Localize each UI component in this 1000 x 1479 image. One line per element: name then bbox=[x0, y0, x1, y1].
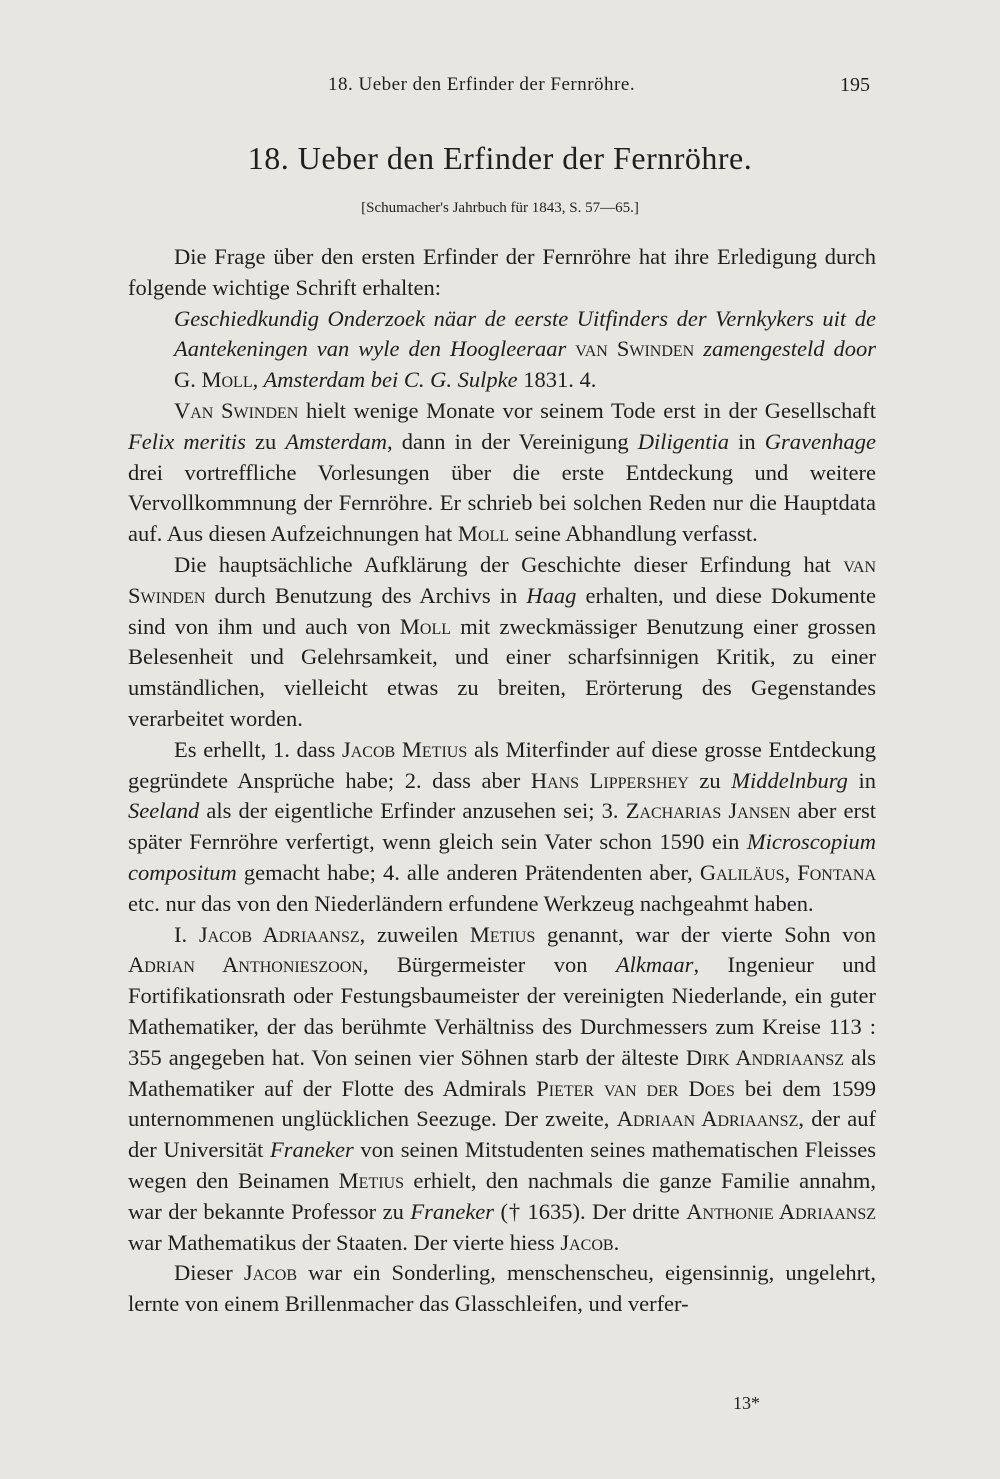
article-title: 18. Ueber den Erfinder der Fernröhre. bbox=[247, 140, 753, 176]
person-name: Metius bbox=[338, 1167, 405, 1193]
society-name: Diligentia bbox=[637, 428, 730, 454]
paragraph-4 bbox=[128, 550, 876, 735]
person-name: Dirk Andriaansz bbox=[685, 1044, 845, 1070]
paragraph-1: Die Frage über den ersten Erfinder der Fernröhre hat ihre Erledigung durch folgende wichtige Schrift erhalten: bbox=[128, 244, 876, 300]
text-run: genannt, war der vierte Sohn von bbox=[535, 921, 876, 947]
paragraph-7 bbox=[128, 1258, 876, 1320]
text-run: . bbox=[613, 1229, 620, 1255]
text-run: als der eigentliche Erfinder anzusehen sei; 3. bbox=[199, 798, 626, 824]
text-run: mit zweckmässiger Benutzung einer grossen Belesenheit und Gelehrsamkeit, und einer scharfsinnigen Kritik, zu einer umständlichen, vielleicht etwas zu breiten, Erörterung des Gegenstandes verarbeitet worden. bbox=[128, 613, 877, 731]
text-run: aber erst später Fernröhre verfertigt, wenn gleich sein Vater schon 1590 ein bbox=[128, 798, 876, 855]
text-run: , zuweilen bbox=[359, 921, 470, 947]
person-name: Adriaan Adriaansz bbox=[616, 1106, 799, 1132]
cite-title: Geschiedkundig Onderzoek näar de eerste Uitfinders der Vernkykers uit de Aantekeningen van wyle den Hoogleeraar bbox=[174, 305, 876, 362]
text-run: , Bürgermeister von bbox=[362, 952, 616, 978]
paragraph-5 bbox=[128, 735, 876, 920]
text-run: drei vortreffliche Vorlesungen über die erste Entdeckung und weitere Vervollkommnung der Fernröhre. Er schrieb bei solchen Reden nur die Hauptdata auf. Aus diesen Aufzeichnungen hat bbox=[128, 459, 876, 547]
text-run: etc. nur das von den Niederländern erfundene Werkzeug nachgeahmt haben. bbox=[128, 890, 814, 916]
cite-publisher: , Amsterdam bei C. G. Sulpke bbox=[252, 367, 524, 393]
cited-work bbox=[128, 304, 876, 396]
person-name: van Swinden bbox=[128, 551, 876, 608]
text-run: gemacht habe; 4. alle anderen Prätendenten aber, bbox=[236, 859, 700, 885]
text-run: als Miterfinder auf diese grosse Entdeckung gegründete Ansprüche habe; 2. dass aber bbox=[128, 736, 877, 793]
person-name: Anthonie Adriaansz bbox=[686, 1198, 876, 1224]
page-number: 195 bbox=[840, 74, 870, 96]
place-name: Haag bbox=[526, 582, 577, 608]
editor-name: G. Moll bbox=[174, 367, 253, 393]
text-run: erhalten, und diese Dokumente sind von ihm und auch von bbox=[128, 582, 876, 639]
person-name: Zacharias Jansen bbox=[625, 798, 791, 824]
text-run: I. bbox=[174, 921, 199, 947]
text-run: in bbox=[847, 767, 876, 793]
person-name: Hans Lippershey bbox=[530, 767, 689, 793]
person-name: Jacob Metius bbox=[342, 736, 468, 762]
text-run: war Mathematikus der Staaten. Der vierte hiess bbox=[128, 1229, 561, 1255]
text-run: , bbox=[784, 859, 798, 885]
running-head: 18. Ueber den Erfinder der Fernröhre. bbox=[328, 74, 636, 95]
place-name: Seeland bbox=[128, 798, 200, 824]
text-run: bei dem 1599 unternommenen unglücklichen Seezuge. Der zweite, bbox=[128, 1075, 876, 1132]
text-run: seine Abhandlung verfasst. bbox=[509, 521, 758, 547]
source-citation: [Schumacher's Jahrbuch für 1843, S. 57—65.] bbox=[361, 200, 639, 216]
place-name: Alkmaar bbox=[615, 952, 694, 978]
person-name: Jacob Adriaansz bbox=[198, 921, 360, 947]
text-run: , Ingenieur und Fortifikationsrath oder Festungsbaumeister der vereinigten Niederlande, ein guter Mathematiker, der das berühmte Verhältniss des Durchmessers zum Kreise 113 : 355 angegeben hat. Von seinen vier Söhnen starb der älteste bbox=[128, 952, 876, 1070]
paragraph-3 bbox=[128, 396, 876, 550]
person-name: Jacob bbox=[560, 1229, 614, 1255]
place-name: Franeker bbox=[410, 1198, 495, 1224]
signature-mark: 13* bbox=[733, 1393, 760, 1413]
cite-year: 1831. 4. bbox=[523, 367, 597, 393]
text-run: Die hauptsächliche Aufklärung der Geschichte dieser Erfindung hat bbox=[174, 551, 844, 577]
text-run: , der auf der Universität bbox=[128, 1106, 876, 1163]
person-name: Moll bbox=[399, 613, 451, 639]
paragraph-6 bbox=[128, 920, 876, 1259]
text-run: von seinen Mitstudenten seines mathematischen Fleisses wegen den Beinamen bbox=[128, 1137, 876, 1193]
text-run: Es erhellt, 1. dass bbox=[174, 736, 342, 762]
text-run: erhielt, den nachmals die ganze Familie annahm, war der bekannte Professor zu bbox=[128, 1167, 876, 1224]
person-name: Moll bbox=[457, 521, 510, 547]
place-name: Gravenhage bbox=[764, 428, 876, 454]
text-run: als Mathematiker auf der Flotte des Admirals bbox=[128, 1044, 876, 1101]
person-name: Fontana bbox=[797, 859, 877, 885]
text-run: Dieser bbox=[174, 1260, 244, 1286]
place-name: Franeker bbox=[270, 1137, 354, 1163]
text-run: zu bbox=[245, 428, 286, 454]
person-name: Jacob bbox=[243, 1260, 298, 1286]
person-name: Van Swinden bbox=[174, 397, 299, 423]
cite-text: zamengesteld door bbox=[694, 336, 876, 362]
person-name: Galiläus bbox=[699, 859, 785, 885]
article-body bbox=[128, 242, 876, 1320]
person-name: Pieter van der Does bbox=[536, 1075, 735, 1101]
text-run: , dann in der Vereinigung bbox=[387, 428, 638, 454]
text-run: war ein Sonderling, menschenscheu, eigensinnig, ungelehrt, lernte von einem Brillenmacher das Glasschleifen, und verfer- bbox=[128, 1260, 876, 1317]
person-name: Adrian Anthonieszoon bbox=[128, 952, 363, 978]
society-name: Felix meritis bbox=[128, 428, 246, 454]
text-run: hielt wenige Monate vor seinem Tode erst in der Gesellschaft bbox=[298, 397, 877, 423]
author-name: van Swinden bbox=[575, 336, 695, 362]
person-name: Metius bbox=[469, 921, 536, 947]
place-name: Amsterdam bbox=[285, 428, 387, 454]
text-run: durch Benutzung des Archivs in bbox=[205, 582, 527, 608]
latin-term: Microscopium compositum bbox=[128, 829, 876, 885]
place-name: Middelnburg bbox=[731, 767, 848, 793]
text-run: († 1635). Der dritte bbox=[494, 1198, 687, 1224]
text-run: zu bbox=[688, 767, 732, 793]
text-run: in bbox=[729, 428, 765, 454]
